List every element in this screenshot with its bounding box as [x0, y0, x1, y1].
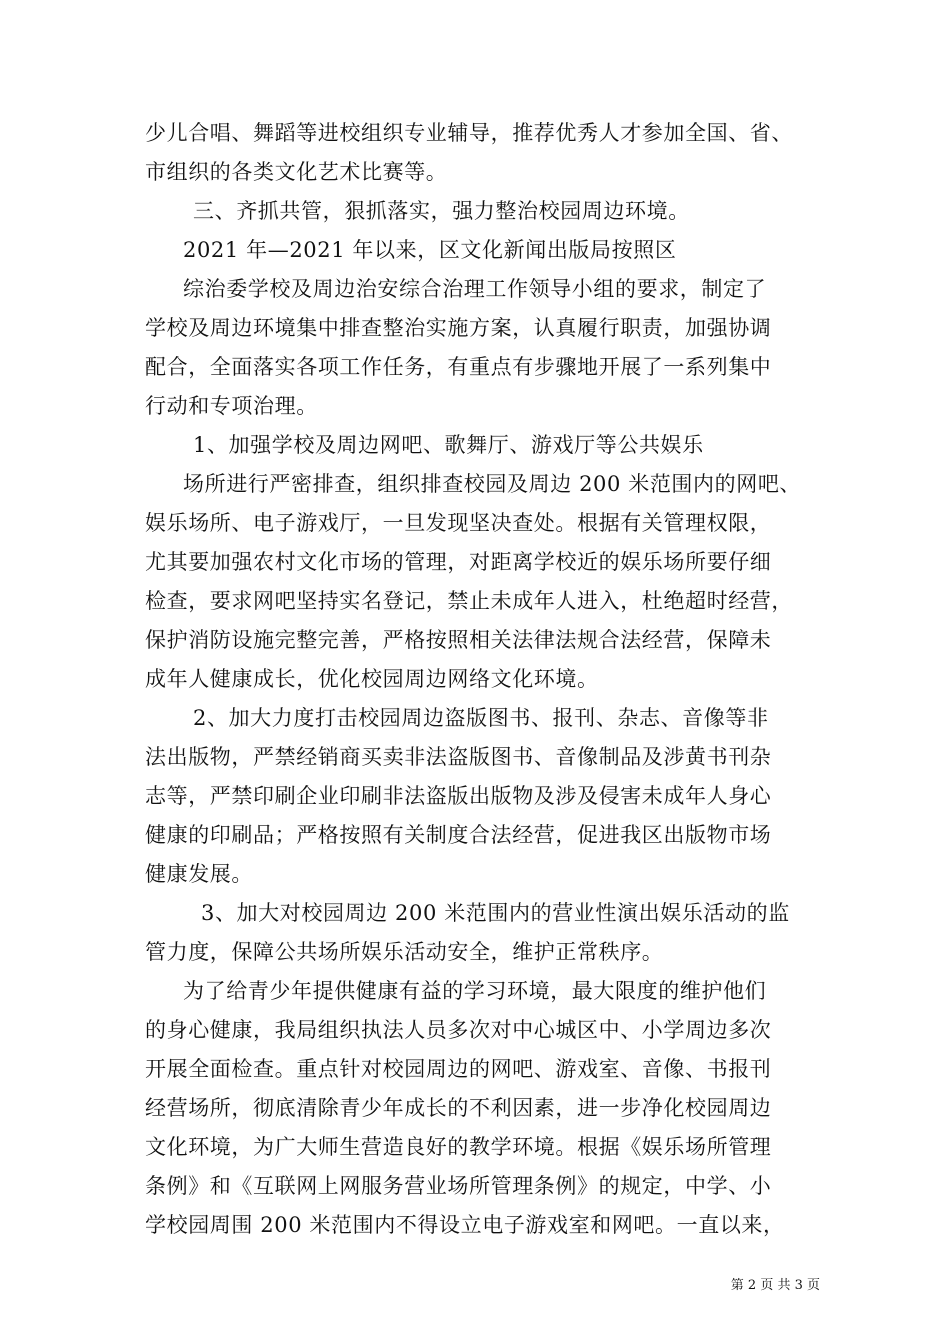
- text-line: 2021 年—2021 年以来，区文化新闻出版局按照区: [183, 238, 677, 262]
- text-line: 文化环境，为广大师生营造良好的教学环境。根据《娱乐场所管理: [145, 1135, 772, 1159]
- section-heading: 三、齐抓共管，狠抓落实，强力整治校园周边环境。: [193, 199, 690, 223]
- text-line: 条例》和《互联网上网服务营业场所管理条例》的规定，中学、小: [145, 1174, 772, 1198]
- list-item-heading: 3、加大对校园周边 200 米范围内的营业性演出娱乐活动的监: [201, 901, 790, 925]
- text-line: 尤其要加强农村文化市场的管理，对距离学校近的娱乐场所要仔细: [145, 550, 772, 574]
- list-item-heading: 1、加强学校及周边网吧、歌舞厅、游戏厅等公共娱乐: [193, 433, 704, 457]
- text-line: 娱乐场所、电子游戏厅，一旦发现坚决查处。根据有关管理权限，: [145, 511, 772, 535]
- text-line: 法出版物，严禁经销商买卖非法盗版图书、音像制品及涉黄书刊杂: [145, 745, 772, 769]
- text-line: 保护消防设施完整完善，严格按照相关法律法规合法经营，保障未: [145, 628, 772, 652]
- page-number: 第 2 页 共 3 页: [730, 1278, 820, 1293]
- text-line: 为了给青少年提供健康有益的学习环境，最大限度的维护他们: [183, 979, 767, 1003]
- text-line: 开展全面检查。重点针对校园周边的网吧、游戏室、音像、书报刊: [145, 1057, 772, 1081]
- text-line: 学校及周边环境集中排查整治实施方案，认真履行职责，加强协调: [145, 316, 772, 340]
- text-line: 配合，全面落实各项工作任务，有重点有步骤地开展了一系列集中: [145, 355, 772, 379]
- text-line: 市组织的各类文化艺术比赛等。: [145, 160, 448, 184]
- list-item-heading: 2、加大力度打击校园周边盗版图书、报刊、杂志、音像等非: [193, 706, 769, 730]
- text-line: 经营场所，彻底清除青少年成长的不利因素，进一步净化校园周边: [145, 1096, 772, 1120]
- text-line: 少儿合唱、舞蹈等进校组织专业辅导，推荐优秀人才参加全国、省、: [145, 121, 793, 145]
- text-line: 健康发展。: [145, 862, 253, 886]
- text-line: 检查，要求网吧坚持实名登记，禁止未成年人进入，杜绝超时经营，: [145, 589, 793, 613]
- text-line: 管力度，保障公共场所娱乐活动安全，维护正常秩序。: [145, 940, 664, 964]
- text-line: 健康的印刷品；严格按照有关制度合法经营，促进我区出版物市场: [145, 823, 772, 847]
- text-line: 综治委学校及周边治安综合治理工作领导小组的要求，制定了: [183, 277, 767, 301]
- text-line: 的身心健康，我局组织执法人员多次对中心城区中、小学周边多次: [145, 1018, 772, 1042]
- text-line: 成年人健康成长，优化校园周边网络文化环境。: [145, 667, 599, 691]
- text-line: 学校园周围 200 米范围内不得设立电子游戏室和网吧。一直以来，: [145, 1213, 785, 1237]
- text-line: 行动和专项治理。: [145, 394, 318, 418]
- text-line: 志等，严禁印刷企业印刷非法盗版出版物及涉及侵害未成年人身心: [145, 784, 772, 808]
- text-line: 场所进行严密排查，组织排查校园及周边 200 米范围内的网吧、: [183, 472, 802, 496]
